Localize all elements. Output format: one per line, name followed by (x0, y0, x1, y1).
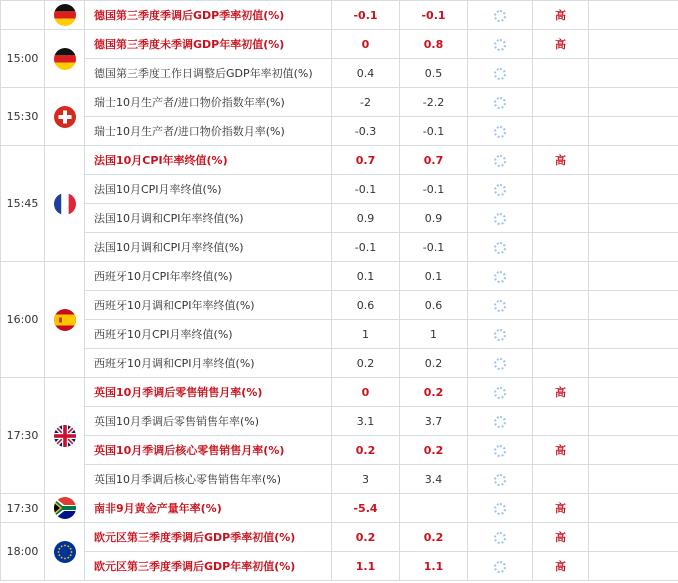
table-row[interactable] (1, 320, 678, 349)
table-row[interactable] (1, 117, 678, 146)
country-flag-cell (45, 262, 85, 378)
country-flag-cell (45, 1, 85, 30)
south-africa-flag-icon (54, 497, 76, 519)
indicator-name[interactable]: 英国10月季调后零售销售月率(%) (85, 378, 332, 407)
previous-value: 0 (332, 30, 400, 59)
extra-cell (589, 465, 678, 494)
actual-value-cell (468, 407, 533, 436)
extra-cell (589, 349, 678, 378)
actual-value-cell (468, 436, 533, 465)
spain-flag-icon (54, 309, 76, 331)
importance-label (533, 204, 589, 233)
loading-spinner-icon (494, 242, 506, 254)
previous-value: 1.1 (332, 552, 400, 581)
forecast-value: -2.2 (400, 88, 468, 117)
actual-value-cell (468, 291, 533, 320)
extra-cell (589, 523, 678, 552)
forecast-value: 0.1 (400, 262, 468, 291)
table-row[interactable] (1, 88, 678, 117)
actual-value-cell (468, 204, 533, 233)
extra-cell (589, 436, 678, 465)
previous-value: 0.4 (332, 59, 400, 88)
previous-value: 0.6 (332, 291, 400, 320)
indicator-name[interactable]: 德国第三季度未季调GDP年率初值(%) (85, 30, 332, 59)
actual-value-cell (468, 465, 533, 494)
previous-value: 0.2 (332, 523, 400, 552)
previous-value: -5.4 (332, 494, 400, 523)
extra-cell (589, 552, 678, 581)
importance-label (533, 175, 589, 204)
extra-cell (589, 30, 678, 59)
indicator-name[interactable]: 西班牙10月CPI年率终值(%) (85, 262, 332, 291)
indicator-name[interactable]: 欧元区第三季度季调后GDP年率初值(%) (85, 552, 332, 581)
indicator-name[interactable]: 南非9月黄金产量年率(%) (85, 494, 332, 523)
actual-value-cell (468, 320, 533, 349)
extra-cell (589, 320, 678, 349)
importance-label: 高 (533, 378, 589, 407)
table-row[interactable] (1, 59, 678, 88)
event-time: 15:45 (1, 146, 45, 262)
previous-value: 0.9 (332, 204, 400, 233)
extra-cell (589, 88, 678, 117)
event-time (1, 1, 45, 30)
forecast-value: 0.2 (400, 378, 468, 407)
indicator-name[interactable]: 欧元区第三季度季调后GDP季率初值(%) (85, 523, 332, 552)
germany-flag-icon (54, 4, 76, 26)
country-flag-cell (45, 378, 85, 494)
loading-spinner-icon (494, 561, 506, 573)
country-flag-cell (45, 494, 85, 523)
actual-value-cell (468, 175, 533, 204)
importance-label: 高 (533, 494, 589, 523)
germany-flag-icon (54, 48, 76, 70)
loading-spinner-icon (494, 68, 506, 80)
extra-cell (589, 291, 678, 320)
actual-value-cell (468, 117, 533, 146)
extra-cell (589, 1, 678, 30)
event-time: 17:30 (1, 494, 45, 523)
importance-label (533, 349, 589, 378)
forecast-value: -0.1 (400, 1, 468, 30)
importance-label: 高 (533, 552, 589, 581)
table-row[interactable] (1, 407, 678, 436)
extra-cell (589, 378, 678, 407)
importance-label (533, 465, 589, 494)
loading-spinner-icon (494, 358, 506, 370)
actual-value-cell (468, 146, 533, 175)
indicator-name[interactable]: 德国第三季度季调后GDP季率初值(%) (85, 1, 332, 30)
indicator-name[interactable]: 英国10月季调后核心零售销售月率(%) (85, 436, 332, 465)
extra-cell (589, 233, 678, 262)
extra-cell (589, 262, 678, 291)
previous-value: 3.1 (332, 407, 400, 436)
forecast-value (400, 494, 468, 523)
loading-spinner-icon (494, 271, 506, 283)
forecast-value: 0.5 (400, 59, 468, 88)
country-flag-cell (45, 30, 85, 88)
importance-label (533, 407, 589, 436)
country-flag-cell (45, 523, 85, 581)
forecast-value: 0.8 (400, 30, 468, 59)
table-row[interactable] (1, 523, 678, 552)
loading-spinner-icon (494, 503, 506, 515)
table-row[interactable] (1, 204, 678, 233)
forecast-value: -0.1 (400, 233, 468, 262)
actual-value-cell (468, 59, 533, 88)
indicator-name[interactable]: 英国10月季调后零售销售年率(%) (85, 407, 332, 436)
eu-flag-icon (54, 541, 76, 563)
switzerland-flag-icon (54, 106, 76, 128)
indicator-name[interactable]: 法国10月调和CPI月率终值(%) (85, 233, 332, 262)
importance-label: 高 (533, 146, 589, 175)
forecast-value: 0.2 (400, 436, 468, 465)
forecast-value: 0.6 (400, 291, 468, 320)
table-row[interactable] (1, 1, 678, 30)
previous-value: -2 (332, 88, 400, 117)
extra-cell (589, 494, 678, 523)
importance-label (533, 233, 589, 262)
table-row[interactable] (1, 465, 678, 494)
importance-label (533, 291, 589, 320)
loading-spinner-icon (494, 445, 506, 457)
loading-spinner-icon (494, 329, 506, 341)
forecast-value: 0.2 (400, 523, 468, 552)
previous-value: 0.7 (332, 146, 400, 175)
previous-value: 3 (332, 465, 400, 494)
importance-label: 高 (533, 523, 589, 552)
indicator-name[interactable]: 瑞士10月生产者/进口物价指数年率(%) (85, 88, 332, 117)
forecast-value: -0.1 (400, 117, 468, 146)
indicator-name[interactable]: 瑞士10月生产者/进口物价指数月率(%) (85, 117, 332, 146)
extra-cell (589, 407, 678, 436)
indicator-name[interactable]: 英国10月季调后核心零售销售年率(%) (85, 465, 332, 494)
table-row[interactable] (1, 30, 678, 59)
previous-value: -0.3 (332, 117, 400, 146)
importance-label: 高 (533, 1, 589, 30)
forecast-value: 3.4 (400, 465, 468, 494)
previous-value: -0.1 (332, 1, 400, 30)
loading-spinner-icon (494, 10, 506, 22)
table-row[interactable] (1, 175, 678, 204)
previous-value: 0.2 (332, 349, 400, 378)
importance-label (533, 88, 589, 117)
previous-value: 0.1 (332, 262, 400, 291)
extra-cell (589, 146, 678, 175)
event-time: 15:00 (1, 30, 45, 88)
previous-value: -0.1 (332, 175, 400, 204)
extra-cell (589, 59, 678, 88)
forecast-value: -0.1 (400, 175, 468, 204)
indicator-name[interactable]: 西班牙10月调和CPI年率终值(%) (85, 291, 332, 320)
actual-value-cell (468, 523, 533, 552)
importance-label: 高 (533, 436, 589, 465)
extra-cell (589, 117, 678, 146)
event-time: 15:30 (1, 88, 45, 146)
loading-spinner-icon (494, 213, 506, 225)
actual-value-cell (468, 378, 533, 407)
loading-spinner-icon (494, 474, 506, 486)
actual-value-cell (468, 1, 533, 30)
forecast-value: 0.2 (400, 349, 468, 378)
event-time: 18:00 (1, 523, 45, 581)
loading-spinner-icon (494, 532, 506, 544)
previous-value: 0.2 (332, 436, 400, 465)
loading-spinner-icon (494, 97, 506, 109)
actual-value-cell (468, 494, 533, 523)
event-time: 16:00 (1, 262, 45, 378)
importance-label (533, 59, 589, 88)
extra-cell (589, 175, 678, 204)
actual-value-cell (468, 88, 533, 117)
country-flag-cell (45, 146, 85, 262)
actual-value-cell (468, 233, 533, 262)
importance-label (533, 320, 589, 349)
previous-value: -0.1 (332, 233, 400, 262)
loading-spinner-icon (494, 39, 506, 51)
table-row[interactable] (1, 233, 678, 262)
importance-label: 高 (533, 30, 589, 59)
actual-value-cell (468, 30, 533, 59)
loading-spinner-icon (494, 416, 506, 428)
event-time: 17:30 (1, 378, 45, 494)
forecast-value: 1 (400, 320, 468, 349)
forecast-value: 0.7 (400, 146, 468, 175)
forecast-value: 1.1 (400, 552, 468, 581)
extra-cell (589, 204, 678, 233)
table-row[interactable] (1, 552, 678, 581)
indicator-name[interactable]: 法国10月调和CPI年率终值(%) (85, 204, 332, 233)
indicator-name[interactable]: 德国第三季度工作日调整后GDP年率初值(%) (85, 59, 332, 88)
forecast-value: 3.7 (400, 407, 468, 436)
table-row[interactable] (1, 146, 678, 175)
table-row[interactable] (1, 262, 678, 291)
loading-spinner-icon (494, 126, 506, 138)
actual-value-cell (468, 349, 533, 378)
table-row[interactable] (1, 349, 678, 378)
indicator-name[interactable]: 西班牙10月CPI月率终值(%) (85, 320, 332, 349)
loading-spinner-icon (494, 300, 506, 312)
actual-value-cell (468, 262, 533, 291)
table-row[interactable] (1, 378, 678, 407)
importance-label (533, 262, 589, 291)
previous-value: 1 (332, 320, 400, 349)
table-row[interactable] (1, 494, 678, 523)
indicator-name[interactable]: 法国10月CPI年率终值(%) (85, 146, 332, 175)
actual-value-cell (468, 552, 533, 581)
indicator-name[interactable]: 西班牙10月调和CPI月率终值(%) (85, 349, 332, 378)
france-flag-icon (54, 193, 76, 215)
loading-spinner-icon (494, 387, 506, 399)
table-row[interactable] (1, 436, 678, 465)
indicator-name[interactable]: 法国10月CPI月率终值(%) (85, 175, 332, 204)
previous-value: 0 (332, 378, 400, 407)
forecast-value: 0.9 (400, 204, 468, 233)
table-row[interactable] (1, 291, 678, 320)
loading-spinner-icon (494, 184, 506, 196)
uk-flag-icon (54, 425, 76, 447)
loading-spinner-icon (494, 155, 506, 167)
importance-label (533, 117, 589, 146)
country-flag-cell (45, 88, 85, 146)
